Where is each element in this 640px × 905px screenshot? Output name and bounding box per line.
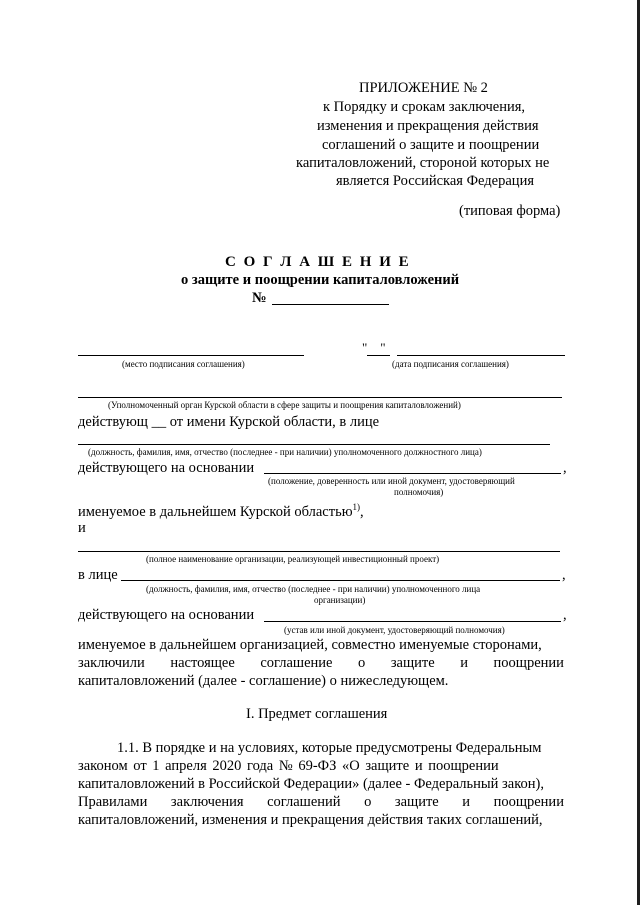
paragraph-word: соглашений (267, 794, 341, 810)
appendix-title: ПРИЛОЖЕНИЕ № 2 (359, 80, 488, 96)
agreement-title: С О Г Л А Ш Е Н И Е (225, 254, 411, 270)
concluded-word: о (358, 655, 366, 671)
paragraph-word: Правилами (78, 794, 148, 810)
signing-date-quotes: " " (362, 340, 386, 355)
agreement-number-line (272, 304, 389, 305)
authority-line (78, 397, 562, 398)
org-basis-caption: (устав или иной документ, удостоверяющий полномочия) (284, 625, 505, 635)
authority-caption: (Уполномоченный орган Курской области в сфере защиты и поощрения капиталовложений) (108, 400, 461, 410)
concluded-word: защите (390, 655, 435, 671)
signing-place-line (78, 355, 304, 356)
basis-caption-cont: полномочия) (394, 487, 444, 497)
agreement-subtitle: о защите и поощрении капиталовложений (181, 272, 460, 288)
person-line (121, 580, 560, 581)
organization-line (78, 551, 560, 552)
paragraph-line: 1.1. В порядке и на условиях, которые предусмотрены Федеральным (117, 740, 542, 756)
section-title: I. Предмет соглашения (246, 706, 388, 722)
concluded-word: соглашение (260, 655, 333, 671)
appendix-line: является Российская Федерация (336, 173, 534, 189)
basis-label: действующего на основании (78, 460, 255, 476)
appendix-line: соглашений о защите и поощрении (322, 137, 540, 153)
basis-line (264, 473, 561, 474)
and-conjunction: и (78, 520, 86, 536)
hereinafter-kursk-text (78, 502, 364, 521)
paragraph-line: законом от 1 апреля 2020 года № 69-ФЗ «О защите и поощрении (78, 758, 499, 774)
hereinafter-org-text: именуемое в дальнейшем организацией, совместно именуемые сторонами, (78, 637, 542, 653)
basis-comma: , (563, 460, 567, 476)
person-label: в лице (78, 567, 118, 583)
appendix-line: капиталовложений, стороной которых не (296, 155, 550, 171)
paragraph-word: и (462, 794, 471, 810)
paragraph-line: капиталовложений в Российской Федерации» (далее - Федеральный закон), (78, 776, 544, 792)
paragraph-line: капиталовложений, изменения и прекращения действия таких соглашений, (78, 812, 543, 828)
official-line (78, 444, 550, 445)
paragraph-word: о (364, 794, 372, 810)
org-basis-comma: , (563, 607, 567, 623)
basis-caption: (положение, доверенность или иной документ, удостоверяющий (268, 476, 515, 486)
signing-place-caption: (место подписания соглашения) (122, 359, 245, 369)
appendix-line: изменения и прекращения действия (317, 118, 539, 134)
concluded-word: поощрении (493, 655, 564, 671)
person-caption: (должность, фамилия, имя, отчество (последнее - при наличии) уполномоченного лица (146, 584, 481, 594)
concluded-line (78, 655, 564, 672)
org-basis-label: действующего на основании (78, 607, 255, 623)
form-type-label: (типовая форма) (459, 203, 561, 219)
paragraph-word: поощрении (493, 794, 564, 810)
appendix-line: к Порядку и срокам заключения, (323, 99, 526, 115)
concluded-word: и (460, 655, 468, 671)
footnote-marker: 1) (352, 502, 361, 512)
person-caption-cont: организации) (314, 595, 366, 605)
signing-date-caption: (дата подписания соглашения) (392, 359, 509, 369)
signing-date-line (397, 355, 565, 356)
concluded-word: заключили (78, 655, 145, 671)
person-comma: , (562, 567, 566, 583)
paragraph-word: заключения (170, 794, 244, 810)
official-caption: (должность, фамилия, имя, отчество (последнее - при наличии) уполномоченного должностного лица) (88, 447, 482, 457)
concluded-word: настоящее (170, 655, 235, 671)
acting-on-behalf-text: действующ __ от имени Курской области, в лице (78, 414, 380, 430)
organization-caption: (полное наименование организации, реализующей инвестиционный проект) (146, 554, 440, 564)
signing-day-line (367, 355, 390, 356)
concluded-line-2: капиталовложений (далее - соглашение) о нижеследующем. (78, 673, 449, 689)
paragraph-word: защите (394, 794, 439, 810)
paragraph-justified-line (78, 794, 564, 811)
hereinafter-kursk-label: именуемое в дальнейшем Курской областью (78, 503, 353, 520)
org-basis-line (264, 621, 561, 622)
hereinafter-comma: , (360, 503, 364, 520)
agreement-number-label: № (252, 290, 267, 306)
